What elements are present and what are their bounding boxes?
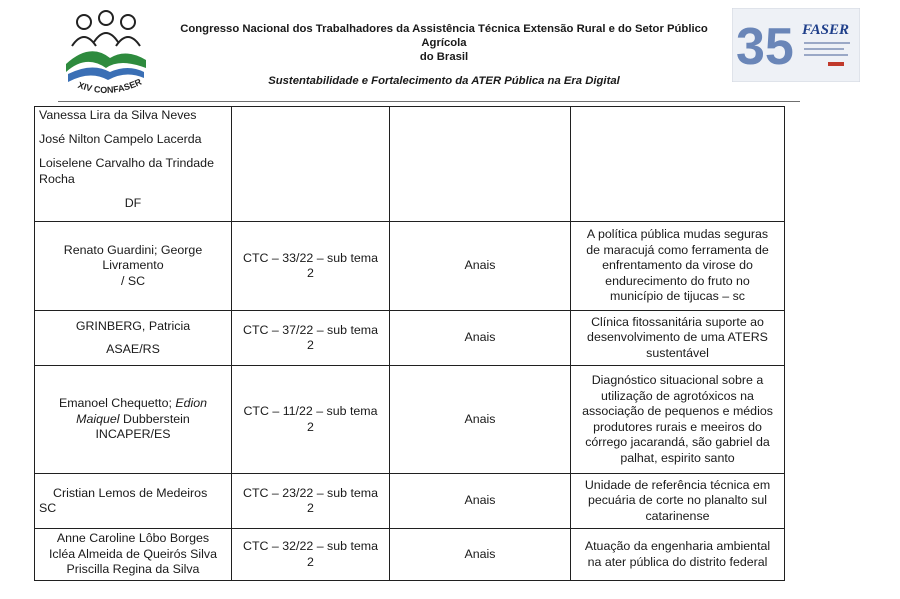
title-line: de maracujá como ferramenta de xyxy=(586,242,769,257)
authors-cell xyxy=(35,222,232,311)
document-header xyxy=(0,0,900,104)
title-cell xyxy=(571,366,785,474)
table-row xyxy=(35,311,785,366)
title-cell xyxy=(571,474,785,529)
logo-number: 35 xyxy=(736,18,794,76)
author-name: Loiselene Carvalho da Trindade Rocha xyxy=(39,156,214,186)
congress-title-line1: Congresso Nacional dos Trabalhadores da Assistência Técnica Extensão Rural e do Setor Público Agrícola xyxy=(180,23,708,49)
code-line: CTC – 32/22 – sub tema xyxy=(243,539,378,553)
table-row xyxy=(35,474,785,529)
author-line: Livramento xyxy=(102,258,164,273)
table-row xyxy=(35,366,785,474)
code-line: 2 xyxy=(307,266,314,280)
title-line: catarinense xyxy=(645,508,710,523)
confaser-logo xyxy=(60,2,152,102)
svg-text:XIV CONFASER xyxy=(77,76,144,95)
author-name: José Nilton Campelo Lacerda xyxy=(39,132,202,146)
title-line: município de tijucas – sc xyxy=(610,289,745,304)
code-line: 2 xyxy=(307,554,314,569)
title-line: associação de pequenos e médios xyxy=(582,404,773,418)
title-line: produtores rurais e meeiros do xyxy=(593,419,762,434)
code-line: 2 xyxy=(307,338,314,352)
title-line: endurecimento do fruto no xyxy=(605,273,750,288)
header-divider xyxy=(58,101,800,102)
type-cell: Anais xyxy=(390,529,571,581)
type-cell: Anais xyxy=(390,311,571,366)
code-line: 2 xyxy=(307,419,314,434)
author-part: Edion xyxy=(175,396,208,411)
type-cell: Anais xyxy=(390,222,571,311)
papers-table xyxy=(34,106,785,581)
author-line xyxy=(39,412,227,428)
title-line: Diagnóstico situacional sobre a xyxy=(591,373,764,387)
type-cell: Anais xyxy=(390,474,571,529)
logo-brand: FASER xyxy=(802,22,849,38)
author-line: ASAE/RS xyxy=(106,342,160,356)
code-line: CTC – 37/22 – sub tema xyxy=(243,322,378,337)
table-row xyxy=(35,222,785,311)
code-cell xyxy=(232,107,390,222)
author-line: Priscilla Regina da Silva xyxy=(66,562,200,577)
authors-cell xyxy=(35,529,232,581)
congress-title-line2: do Brasil xyxy=(419,51,469,63)
author-line: SC xyxy=(39,501,57,515)
authors-cell xyxy=(35,474,232,529)
header-titles xyxy=(168,22,720,88)
code-line: CTC – 33/22 – sub tema xyxy=(243,250,378,265)
title-line: enfrentamento da virose do xyxy=(602,258,753,273)
title-line: pecuária de corte no planalto sul xyxy=(587,493,768,508)
author-name: Vanessa Lira da Silva Neves xyxy=(39,108,197,122)
title-line: córrego jacarandá, são gabriel da xyxy=(585,435,770,449)
code-line: CTC – 11/22 – sub tema xyxy=(243,404,378,418)
title-cell xyxy=(571,107,785,222)
code-cell xyxy=(232,311,390,366)
author-line: INCAPER/ES xyxy=(95,427,171,442)
authors-cell xyxy=(35,311,232,366)
title-line: na ater pública do distrito federal xyxy=(587,554,768,569)
code-cell xyxy=(232,222,390,311)
type-cell: Anais xyxy=(390,366,571,474)
author-part: Dubberstein xyxy=(119,411,190,426)
title-line: utilização de agrotóxicos na xyxy=(601,388,754,403)
code-cell xyxy=(232,366,390,474)
type-cell xyxy=(390,107,571,222)
title-line: Atuação da engenharia ambiental xyxy=(584,539,771,553)
code-line: CTC – 23/22 – sub tema xyxy=(243,485,378,500)
authors-cell xyxy=(35,366,232,474)
author-line: Renato Guardini; George xyxy=(63,242,203,257)
logo-text: XIV CONFASER xyxy=(76,76,144,96)
author-line: GRINBERG, Patricia xyxy=(75,318,191,333)
author-line: / SC xyxy=(120,273,146,288)
code-cell xyxy=(232,529,390,581)
code-line: 2 xyxy=(307,501,314,515)
author-line: Cristian Lemos de Medeiros xyxy=(53,485,208,500)
title-cell xyxy=(571,529,785,581)
title-line: Unidade de referência técnica em xyxy=(584,477,771,492)
congress-subtitle: Sustentabilidade e Fortalecimento da ATER Pública na Era Digital xyxy=(268,75,620,87)
author-line: Icléa Almeida de Queirós Silva xyxy=(48,546,218,561)
authors-cell xyxy=(35,107,232,222)
title-line: Clínica fitossanitária suporte ao xyxy=(591,314,764,329)
author-state: DF xyxy=(124,196,142,210)
title-line: desenvolvimento de uma ATERS xyxy=(587,330,768,345)
title-line: sustentável xyxy=(646,345,709,360)
table-row xyxy=(35,529,785,581)
title-cell xyxy=(571,222,785,311)
author-line: Anne Caroline Lôbo Borges xyxy=(56,531,210,546)
faser-35-logo xyxy=(732,8,860,82)
code-cell xyxy=(232,474,390,529)
title-line: palhat, espirito santo xyxy=(620,450,735,465)
table-row xyxy=(35,107,785,222)
title-cell xyxy=(571,311,785,366)
title-line: A política pública mudas seguras xyxy=(586,227,769,242)
author-part: Maiquel xyxy=(76,411,120,426)
author-line xyxy=(39,396,227,412)
author-part: Emanoel Chequetto; xyxy=(58,396,176,411)
